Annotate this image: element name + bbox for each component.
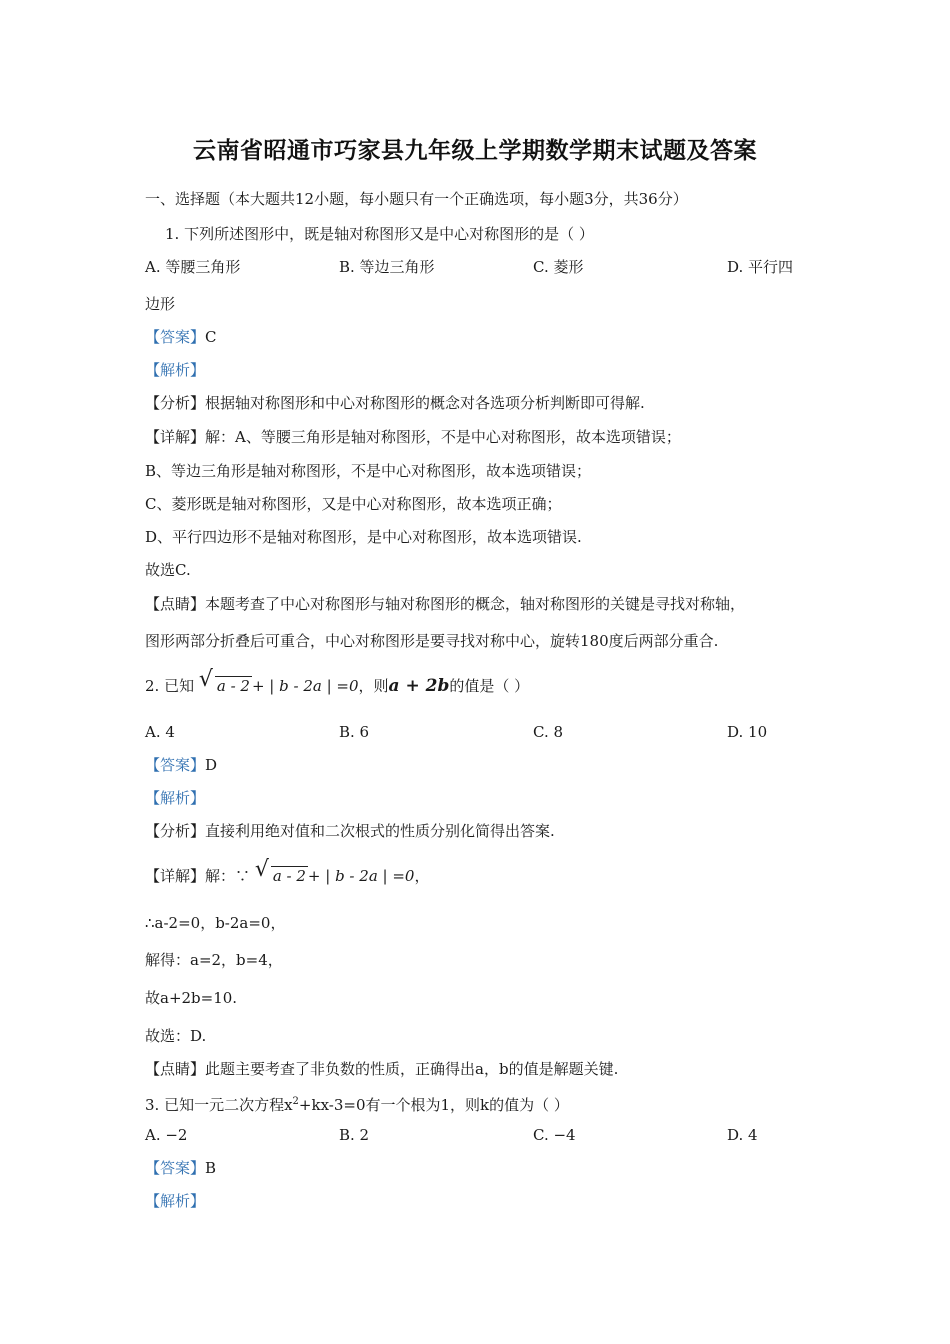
q3-answer [145, 1158, 216, 1178]
q1-comment [145, 594, 745, 614]
comment-text: 此题主要考查了非负数的性质，正确得出a，b的值是解题关键. [205, 1060, 619, 1078]
q2-option-d: D. 10 [727, 723, 768, 741]
sqrt-expression: √ a - 2 [255, 866, 308, 886]
q1-jiexi-tag: 【解析】 [145, 361, 206, 379]
q2-jiexi-tag: 【解析】 [145, 789, 206, 807]
analysis-text: 直接利用绝对值和二次根式的性质分别化简得出答案. [205, 822, 555, 840]
q1-comment-2: 图形两部分折叠后可重合，中心对称图形是要寻找对称中心，旋转180度后两部分重合. [145, 632, 719, 650]
answer-tag: 【答案】 [145, 328, 206, 346]
q1-option-d: D. 平行四 [727, 258, 794, 276]
question-3-stem [145, 1092, 569, 1115]
sqrt-expression: √ a - 2 [199, 676, 252, 696]
q1-option-a: A. 等腰三角形 [145, 258, 241, 276]
q1-option-d-wrap: 边形 [145, 295, 176, 313]
q1-option-c: C. 菱形 [533, 258, 584, 276]
question-1-stem: 1. 下列所述图形中，既是轴对称图形又是中心对称图形的是（ ） [165, 225, 594, 243]
q2-choose: 故选：D. [145, 1027, 207, 1045]
q2-comment [145, 1059, 618, 1079]
q2-step-1: ∴a-2=0，b-2a=0， [145, 914, 286, 932]
q3-stem-pre: 3. 已知一元二次方程x [145, 1096, 293, 1114]
analysis-tag: 【分析】 [145, 822, 206, 840]
detail-tag: 【详解】 [145, 428, 206, 446]
q1-analysis [145, 393, 645, 413]
q2-step-3: 故a+2b=10. [145, 989, 238, 1007]
detail-post: ， [414, 867, 430, 885]
comment-tag: 【点睛】 [145, 595, 206, 613]
answer-tag: 【答案】 [145, 1159, 206, 1177]
q1-detail-b: B、等边三角形是轴对称图形，不是中心对称图形，故本选项错误； [145, 462, 592, 480]
q1-option-b: B. 等边三角形 [339, 258, 435, 276]
q2-detail [145, 866, 429, 886]
q2-step-2: 解得：a=2，b=4， [145, 951, 283, 969]
q2-stem-mid: ，则 [358, 677, 389, 695]
q1-answer [145, 327, 217, 347]
abs-expression: + | b - 2a | =0 [307, 867, 415, 885]
q2-stem-post: 的值是（ ） [449, 677, 530, 695]
detail-text: 解：A、等腰三角形是轴对称图形，不是中心对称图形，故本选项错误； [205, 428, 681, 446]
q1-detail [145, 427, 681, 447]
question-2-stem [145, 676, 529, 696]
detail-pre: 解：∵ [205, 867, 251, 885]
answer-tag: 【答案】 [145, 756, 206, 774]
comment-text: 本题考查了中心对称图形与轴对称图形的概念，轴对称图形的关键是寻找对称轴， [205, 595, 746, 613]
q3-option-a: A. −2 [145, 1126, 188, 1144]
detail-tag: 【详解】 [145, 867, 206, 885]
q3-option-d: D. 4 [727, 1126, 758, 1144]
target-expression: a + 2b [388, 676, 450, 696]
q2-stem-pre: 2. 已知 [145, 677, 195, 695]
abs-expression: + | b - 2a | =0 [251, 677, 359, 695]
page-title: 云南省昭通市巧家县九年级上学期数学期末试题及答案 [193, 138, 757, 164]
comment-tag: 【点睛】 [145, 1060, 206, 1078]
q2-answer [145, 755, 217, 775]
q1-choose: 故选C. [145, 561, 191, 579]
q3-jiexi-tag: 【解析】 [145, 1192, 206, 1210]
q2-option-b: B. 6 [339, 723, 370, 741]
q3-option-b: B. 2 [339, 1126, 370, 1144]
answer-value: C [205, 328, 217, 346]
q2-option-a: A. 4 [145, 723, 175, 741]
answer-value: D [205, 756, 218, 774]
exponent: 2 [292, 1096, 299, 1107]
analysis-tag: 【分析】 [145, 394, 206, 412]
q3-stem-post: +kx-3=0有一个根为1，则k的值为（ ） [298, 1096, 569, 1114]
section-heading: 一、选择题（本大题共12小题，每小题只有一个正确选项，每小题3分，共36分） [145, 190, 688, 208]
q1-detail-c: C、菱形既是轴对称图形，又是中心对称图形，故本选项正确； [145, 495, 562, 513]
q2-option-c: C. 8 [533, 723, 564, 741]
q1-detail-d: D、平行四边形不是轴对称图形，是中心对称图形，故本选项错误. [145, 528, 582, 546]
answer-value: B [205, 1159, 217, 1177]
analysis-text: 根据轴对称图形和中心对称图形的概念对各选项分析判断即可得解. [205, 394, 645, 412]
q3-option-c: C. −4 [533, 1126, 576, 1144]
q2-analysis [145, 821, 555, 841]
